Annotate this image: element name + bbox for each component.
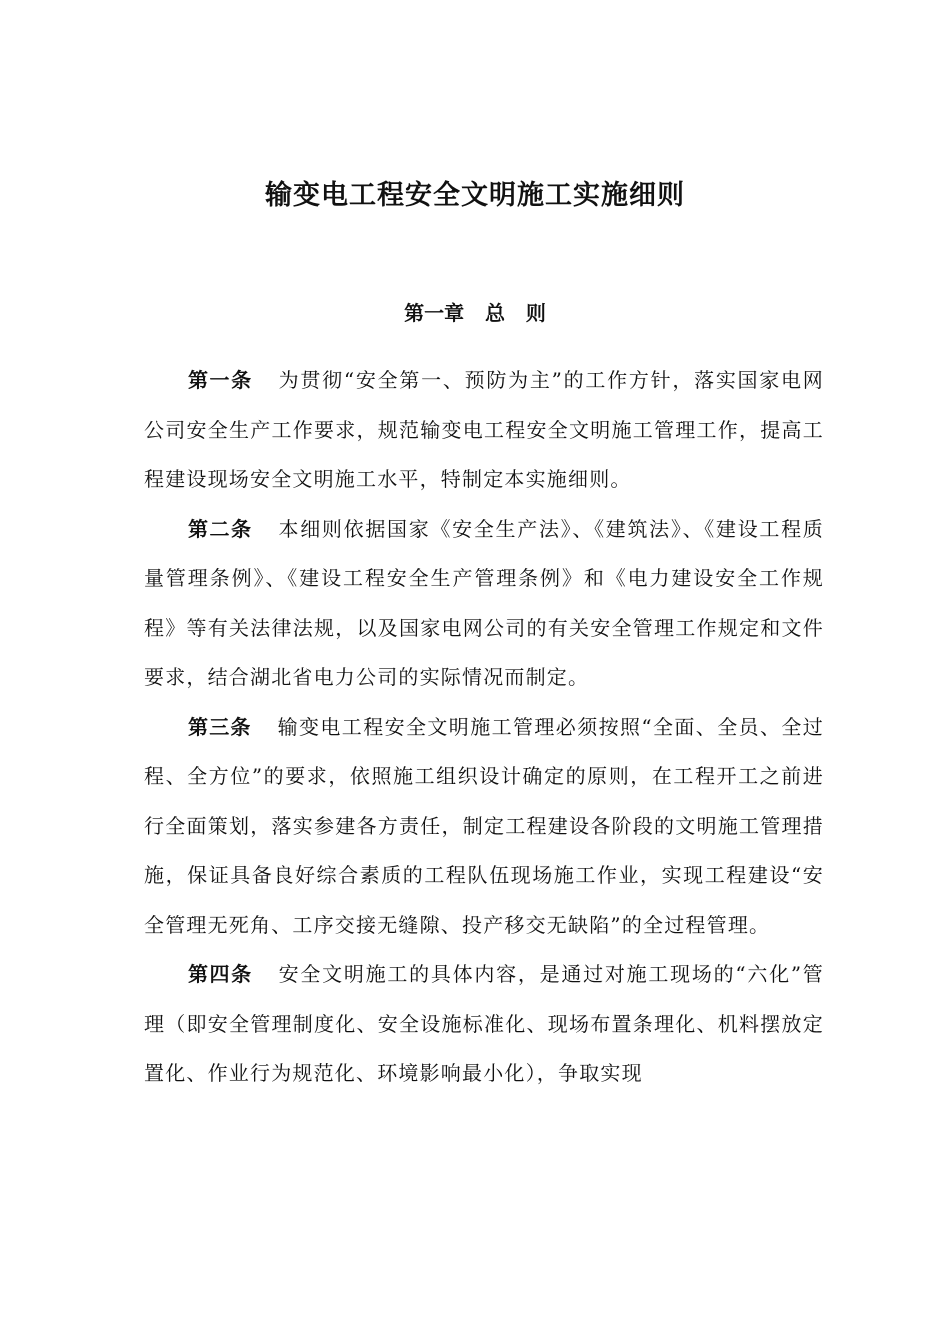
article-number: 第三条 — [188, 714, 252, 739]
article-text: 本细则依据国家《安全生产法》、《建筑法》、《建设工程质量管理条例》、《建设工程安全生产管理条例》和《电力建设安全工作规程》等有关法律法规，以及国家电网公司的有关安全管理工作规定和文件要求，结合湖北省电力公司的实际情况而制定。 — [144, 516, 824, 689]
chapter-heading: 第一章 总 则 — [404, 301, 546, 325]
article-text: 安全文明施工的具体内容，是通过对施工现场的“六化”管理（即安全管理制度化、安全设施标准化、现场布置条理化、机料摆放定置化、作业行为规范化、环境影响最小化），争取实现 — [144, 962, 825, 1085]
article-number: 第二条 — [188, 516, 253, 541]
article-2 — [144, 505, 824, 703]
article-number: 第一条 — [188, 368, 253, 392]
document-body — [144, 356, 824, 1099]
article-4 — [144, 950, 824, 1099]
article-1 — [144, 356, 824, 505]
article-number: 第四条 — [188, 962, 253, 986]
article-text: 为贯彻“安全第一、预防为主”的工作方针，落实国家电网公司安全生产工作要求，规范输变电工程安全文明施工管理工作，提高工程建设现场安全文明施工水平，特制定本实施细则。 — [144, 368, 825, 491]
document-title: 输变电工程安全文明施工实施细则 — [265, 180, 685, 211]
article-text: 输变电工程安全文明施工管理必须按照“全面、全员、全过程、全方位”的要求，依照施工组织设计确定的原则，在工程开工之前进行全面策划，落实参建各方责任，制定工程建设各阶段的文明施工管理措施，保证具备良好综合素质的工程队伍现场施工作业，实现工程建设“安全管理无死角、工序交接无缝隙、投产移交无缺陷”的全过程管理。 — [144, 714, 825, 937]
article-3 — [144, 703, 824, 951]
